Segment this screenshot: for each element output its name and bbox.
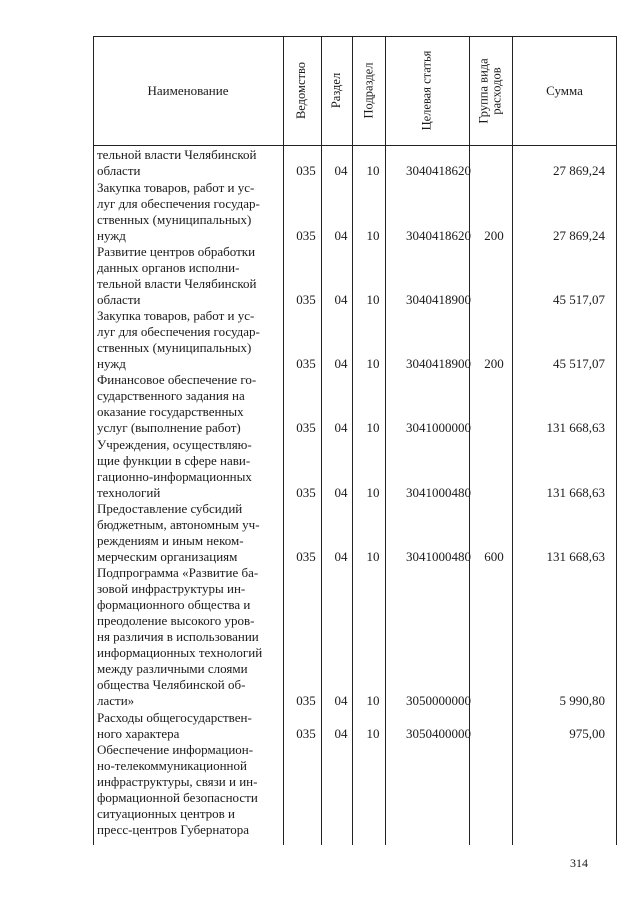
cell-razdel: 04 bbox=[334, 726, 348, 741]
row-name-line: области bbox=[97, 163, 141, 178]
cell-podrazdel: 10 bbox=[366, 163, 380, 178]
cell-summa: 131 668,63 bbox=[546, 420, 605, 435]
row-name-line: формационного общества и bbox=[97, 597, 251, 612]
table-row bbox=[93, 565, 617, 709]
row-name-line: тельной власти Челябинской bbox=[97, 147, 257, 162]
row-name-line: ственных (муниципальных) bbox=[97, 340, 252, 355]
row-name-line: между различными слоями bbox=[97, 661, 248, 676]
row-name-line: луг для обеспечения государ- bbox=[97, 324, 260, 339]
cell-razdel: 04 bbox=[334, 356, 348, 371]
cell-vedomstvo: 035 bbox=[296, 485, 316, 500]
row-name-line: информационных технологий bbox=[97, 645, 263, 660]
row-name-line: общества Челябинской об- bbox=[97, 677, 246, 692]
row-name-line: ситуационных центров и bbox=[97, 806, 236, 821]
row-name-line: Финансовое обеспечение го- bbox=[97, 372, 257, 387]
cell-vedomstvo: 035 bbox=[296, 163, 316, 178]
cell-podrazdel: 10 bbox=[366, 693, 380, 708]
row-name-line: нужд bbox=[97, 356, 126, 371]
cell-vedomstvo: 035 bbox=[296, 726, 316, 741]
cell-gruppa: 200 bbox=[484, 356, 504, 371]
row-name bbox=[97, 244, 278, 308]
table-row bbox=[93, 437, 617, 501]
cell-celevaya: 3040418620 bbox=[406, 163, 471, 178]
cell-celevaya: 3041000000 bbox=[406, 420, 471, 435]
row-name bbox=[97, 372, 278, 436]
row-name-line: ня различия в использовании bbox=[97, 629, 259, 644]
header-razdel bbox=[321, 36, 352, 145]
row-name-line: Предоставление субсидий bbox=[97, 501, 243, 516]
header-podrazdel-text: Подраздел bbox=[361, 62, 375, 119]
cell-podrazdel: 10 bbox=[366, 549, 380, 564]
cell-celevaya: 3041000480 bbox=[406, 485, 471, 500]
row-name bbox=[97, 742, 278, 838]
row-name-line: ственных (муниципальных) bbox=[97, 212, 252, 227]
row-name-line: инфраструктуры, связи и ин- bbox=[97, 774, 258, 789]
row-name-line: тельной власти Челябинской bbox=[97, 276, 257, 291]
cell-vedomstvo: 035 bbox=[296, 356, 316, 371]
cell-razdel: 04 bbox=[334, 693, 348, 708]
table-row bbox=[93, 372, 617, 436]
header-bottom-border bbox=[93, 145, 617, 146]
cell-summa: 27 869,24 bbox=[553, 228, 605, 243]
row-name bbox=[97, 147, 278, 179]
row-name-line: данных органов исполни- bbox=[97, 260, 240, 275]
cell-summa: 131 668,63 bbox=[546, 485, 605, 500]
cell-podrazdel: 10 bbox=[366, 485, 380, 500]
row-name-line: мерческим организациям bbox=[97, 549, 238, 564]
header-podrazdel bbox=[352, 36, 385, 145]
header-celevaya bbox=[385, 36, 469, 145]
cell-celevaya: 3040418620 bbox=[406, 228, 471, 243]
cell-podrazdel: 10 bbox=[366, 356, 380, 371]
cell-podrazdel: 10 bbox=[366, 420, 380, 435]
row-name-line: преодоление высокого уров- bbox=[97, 613, 255, 628]
cell-vedomstvo: 035 bbox=[296, 693, 316, 708]
row-name-line: Подпрограмма «Развитие ба- bbox=[97, 565, 259, 580]
cell-razdel: 04 bbox=[334, 485, 348, 500]
header-name: Наименование bbox=[147, 82, 229, 98]
row-name-line: области bbox=[97, 292, 141, 307]
row-name-line: ного характера bbox=[97, 726, 180, 741]
row-name bbox=[97, 180, 278, 244]
header-gruppa-line1: Группа вида bbox=[476, 57, 491, 124]
row-name bbox=[97, 501, 278, 565]
cell-razdel: 04 bbox=[334, 228, 348, 243]
cell-celevaya: 3040418900 bbox=[406, 356, 471, 371]
cell-summa: 27 869,24 bbox=[553, 163, 605, 178]
row-name-line: пресс-центров Губернатора bbox=[97, 822, 250, 837]
cell-celevaya: 3041000480 bbox=[406, 549, 471, 564]
header-summa: Сумма bbox=[546, 82, 583, 98]
table-row bbox=[93, 501, 617, 565]
row-name-line: бюджетным, автономным уч- bbox=[97, 517, 260, 532]
cell-celevaya: 3040418900 bbox=[406, 292, 471, 307]
header-gruppa-line2: расходов bbox=[489, 66, 504, 115]
row-name-line: но-телекоммуникационной bbox=[97, 758, 247, 773]
table-row bbox=[93, 710, 617, 742]
cell-celevaya: 3050000000 bbox=[406, 693, 471, 708]
table-row bbox=[93, 147, 617, 179]
cell-razdel: 04 bbox=[334, 549, 348, 564]
row-name-line: Закупка товаров, работ и ус- bbox=[97, 180, 255, 195]
row-name-line: сударственного задания на bbox=[97, 388, 245, 403]
cell-razdel: 04 bbox=[334, 163, 348, 178]
row-name-line: ласти» bbox=[97, 693, 135, 708]
cell-gruppa: 200 bbox=[484, 228, 504, 243]
row-name bbox=[97, 308, 278, 372]
cell-vedomstvo: 035 bbox=[296, 420, 316, 435]
cell-celevaya: 3050400000 bbox=[406, 726, 471, 741]
row-name bbox=[97, 437, 278, 501]
cell-podrazdel: 10 bbox=[366, 292, 380, 307]
cell-summa: 975,00 bbox=[569, 726, 605, 741]
row-name-line: Учреждения, осуществляю- bbox=[97, 437, 252, 452]
cell-podrazdel: 10 bbox=[366, 726, 380, 741]
row-name-line: формационной безопасности bbox=[97, 790, 258, 805]
row-name bbox=[97, 710, 278, 742]
header-vedomstvo bbox=[283, 36, 321, 145]
cell-summa: 5 990,80 bbox=[559, 693, 605, 708]
header-vedomstvo-text: Ведомство bbox=[294, 61, 309, 120]
row-name-line: гационно-информационных bbox=[97, 469, 252, 484]
page-number: 314 bbox=[570, 856, 588, 870]
cell-razdel: 04 bbox=[334, 420, 348, 435]
cell-vedomstvo: 035 bbox=[296, 228, 316, 243]
cell-razdel: 04 bbox=[334, 292, 348, 307]
row-name-line: оказание государственных bbox=[97, 404, 244, 419]
cell-summa: 45 517,07 bbox=[553, 292, 605, 307]
row-name-line: реждениям и иным неком- bbox=[97, 533, 244, 548]
table-row bbox=[93, 742, 617, 838]
table-row bbox=[93, 180, 617, 244]
header-gruppa-text bbox=[478, 58, 504, 123]
row-name-line: Развитие центров обработки bbox=[97, 244, 256, 259]
cell-gruppa: 600 bbox=[484, 549, 504, 564]
row-name-line: услуг (выполнение работ) bbox=[97, 420, 241, 435]
row-name-line: луг для обеспечения государ- bbox=[97, 196, 260, 211]
cell-summa: 45 517,07 bbox=[553, 356, 605, 371]
table-row bbox=[93, 244, 617, 308]
row-name bbox=[97, 565, 278, 709]
row-name-line: зовой инфраструктуры ин- bbox=[97, 581, 246, 596]
row-name-line: Расходы общегосударствен- bbox=[97, 710, 252, 725]
header-razdel-text: Раздел bbox=[329, 72, 344, 109]
header-gruppa bbox=[469, 36, 512, 145]
row-name-line: технологий bbox=[97, 485, 161, 500]
row-name-line: Обеспечение информацион- bbox=[97, 742, 254, 757]
table-row bbox=[93, 308, 617, 372]
row-name-line: нужд bbox=[97, 228, 126, 243]
header-celevaya-text: Целевая статья bbox=[419, 50, 434, 131]
cell-vedomstvo: 035 bbox=[296, 292, 316, 307]
cell-vedomstvo: 035 bbox=[296, 549, 316, 564]
cell-summa: 131 668,63 bbox=[546, 549, 605, 564]
row-name-line: Закупка товаров, работ и ус- bbox=[97, 308, 255, 323]
cell-podrazdel: 10 bbox=[366, 228, 380, 243]
row-name-line: щие функции в сфере нави- bbox=[97, 453, 251, 468]
